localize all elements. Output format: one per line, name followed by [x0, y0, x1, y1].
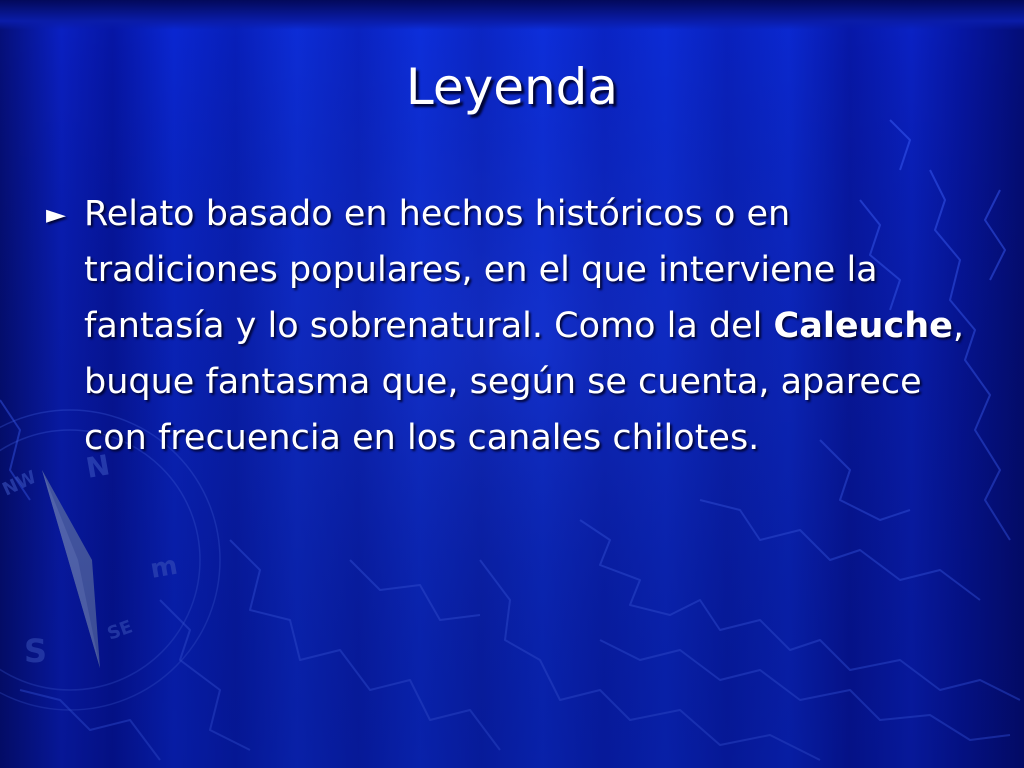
bullet-arrow-icon: ►	[46, 200, 66, 230]
slide-title: Leyenda	[405, 58, 619, 116]
top-shadow-band	[0, 0, 1024, 30]
bullet-item	[46, 186, 976, 466]
bullet-text-bold: Caleuche	[773, 306, 953, 346]
bullet-text-part1: Relato basado en hechos históricos o en tradiciones populares, en el que interviene la fantasía y lo sobrenatural. Como la del	[84, 194, 878, 346]
bullet-text	[84, 186, 964, 466]
bullet-text-part2: , buque fantasma que, según se cuenta, aparece con frecuencia en los canales chilotes.	[84, 306, 965, 458]
slide-body	[46, 186, 976, 466]
